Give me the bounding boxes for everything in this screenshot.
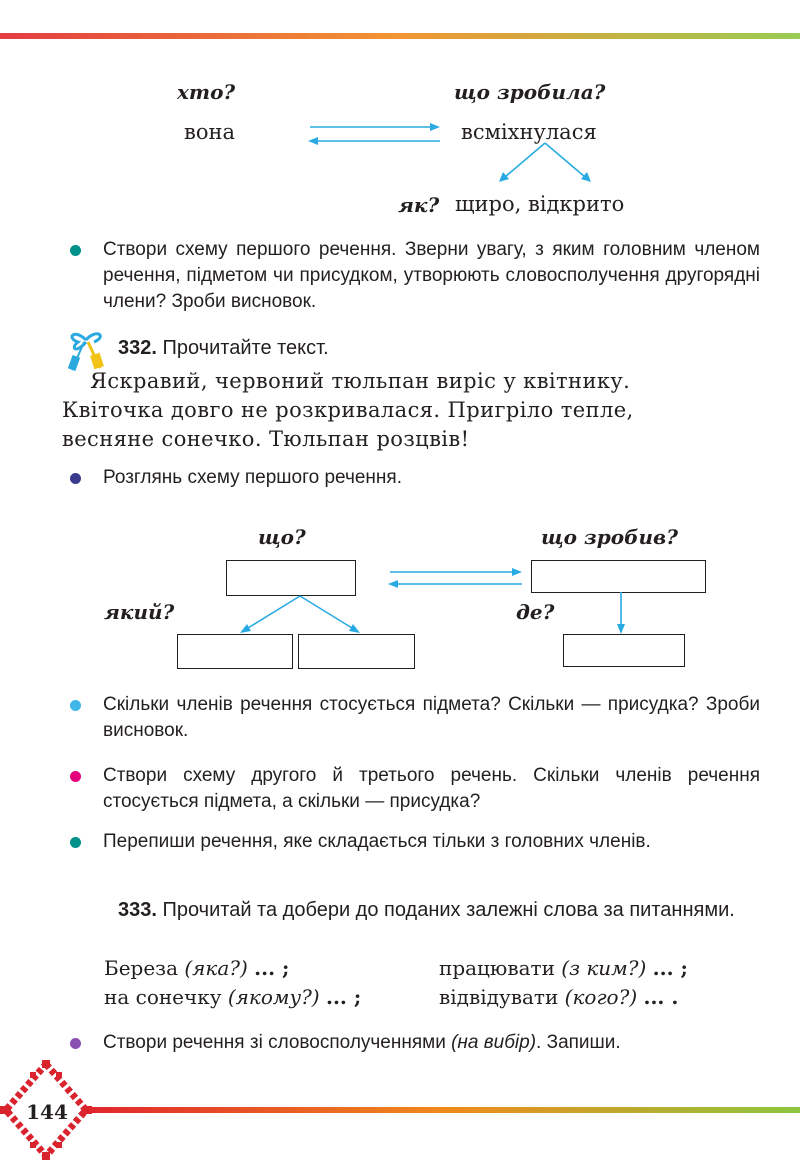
question-how: як? (398, 193, 440, 217)
task-text: Перепиши речення, яке складається тільки з головних членів. (103, 831, 651, 852)
page-number: 144 (26, 1100, 68, 1124)
bullet-dot (70, 700, 81, 711)
task-text-italic: (на вибір) (451, 1032, 537, 1053)
question-which: який? (104, 600, 175, 624)
blank: ... . (643, 985, 679, 1009)
bullet-dot (70, 837, 81, 848)
question-what-did: що зробила? (454, 80, 606, 104)
reading-line-2: Квіточка довго не розкривалася. Пригріло тепле, (62, 398, 634, 422)
bullet-dot (70, 1038, 81, 1049)
blank: ... ; (325, 985, 362, 1009)
word-item-1 (104, 956, 289, 980)
task-text: Створи схему другого й третього речень. Скільки членів речення стосується підмета, а скільки — присудка? (103, 765, 760, 812)
reading-line-1: Яскравий, червоний тюльпан виріс у квітнику. (90, 369, 631, 393)
word-item-3 (104, 985, 361, 1009)
word-item-2 (439, 956, 688, 980)
word: на сонечку (104, 985, 222, 1009)
top-ornament-border (0, 32, 800, 40)
word: Береза (104, 956, 179, 980)
question: (з ким?) (561, 956, 647, 980)
bullet-dot (70, 771, 81, 782)
exercise-title: Прочитай та добери до поданих залежні слова за питаннями. (162, 899, 735, 921)
subject-word: вона (184, 120, 235, 144)
task-text: Скільки членів речення стосується підмета? Скільки — присудка? Зроби висновок. (103, 694, 760, 741)
task-text-part: Створи речення зі словосполученнями (103, 1032, 446, 1053)
question-what: що? (258, 525, 306, 549)
exercise-number: 333. (118, 899, 157, 921)
ribbon-bookmark-icon (64, 326, 110, 372)
exercise-332-header (118, 337, 329, 360)
word: відвідувати (439, 985, 559, 1009)
adverbs: щиро, відкрито (455, 192, 625, 216)
exercise-title: Прочитайте текст. (162, 337, 329, 359)
bullet-dot (70, 245, 81, 256)
diagram-2-arrows (230, 560, 650, 640)
predicate-word: всміхнулася (461, 120, 597, 144)
blank: ... ; (254, 956, 290, 980)
task-rewrite-sentence (70, 829, 760, 855)
exercise-333-header (118, 897, 758, 923)
bottom-ornament-border (90, 1105, 800, 1115)
question-what-did-he: що зробив? (541, 525, 678, 549)
task-view-scheme (70, 465, 760, 491)
question-who: хто? (177, 80, 236, 104)
reading-line-3: весняне сонечко. Тюльпан розцвів! (62, 427, 470, 451)
task-text (103, 1030, 760, 1056)
task-create-sentences (70, 1030, 760, 1056)
exercise-number: 332. (118, 337, 157, 359)
task-create-scheme-first (70, 237, 760, 315)
question: (кого?) (564, 985, 638, 1009)
task-text: Створи схему першого речення. Зверни увагу, з яким головним членом речення, підметом чи присудком, утворюють словосполучення другорядні члени? Зроби висновок. (103, 239, 760, 312)
task-text-part: . Запиши. (536, 1032, 621, 1053)
task-count-members (70, 692, 760, 744)
task-text: Розглянь схему першого речення. (103, 467, 402, 488)
question: (якому?) (227, 985, 320, 1009)
task-create-scheme-second-third (70, 763, 760, 815)
bullet-dot (70, 473, 81, 484)
word: працювати (439, 956, 555, 980)
question: (яка?) (184, 956, 248, 980)
question-where: де? (516, 600, 555, 624)
word-item-4 (439, 985, 678, 1009)
blank: ... ; (652, 956, 688, 980)
diagram-1-arrows (300, 115, 660, 190)
